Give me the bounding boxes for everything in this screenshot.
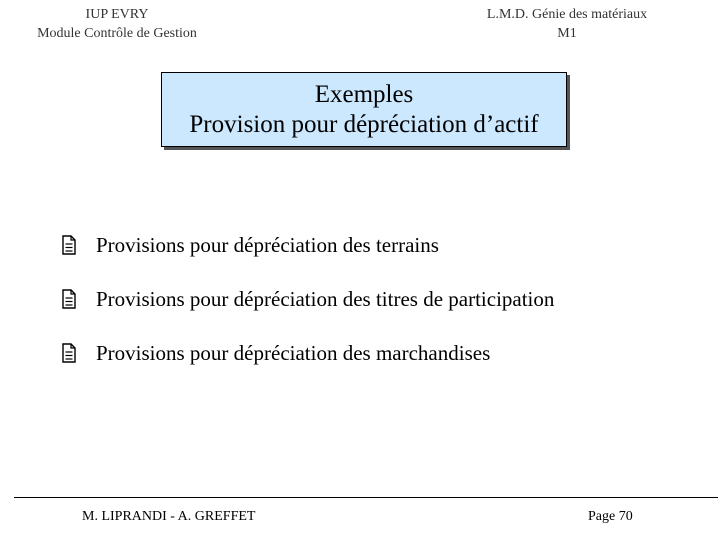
header-school: IUP EVRY [85, 7, 149, 22]
header-left [22, 5, 212, 43]
header-level: M1 [557, 26, 577, 41]
title-box [161, 72, 567, 147]
bullet-text: Provisions pour dépréciation des marchandises [96, 340, 491, 365]
page-number: Page 70 [588, 509, 633, 524]
title-line-2: Provision pour dépréciation d’actif [189, 111, 539, 138]
page-icon [62, 235, 76, 255]
header-module: Module Contrôle de Gestion [37, 26, 197, 41]
bullet-item [62, 218, 554, 272]
bullet-item [62, 272, 554, 326]
page-icon [62, 289, 76, 309]
bullet-text: Provisions pour dépréciation des titres de participation [96, 286, 555, 311]
header-program: L.M.D. Génie des matériaux [486, 7, 648, 22]
title-line-1: Exemples [314, 81, 414, 108]
header-right [468, 5, 666, 43]
page-icon [62, 343, 76, 363]
bullet-item [62, 326, 554, 380]
bullet-list [62, 218, 554, 380]
bullet-text: Provisions pour dépréciation des terrains [96, 232, 439, 257]
footer-divider [14, 497, 718, 498]
footer-authors: M. LIPRANDI - A. GREFFET [82, 509, 256, 524]
